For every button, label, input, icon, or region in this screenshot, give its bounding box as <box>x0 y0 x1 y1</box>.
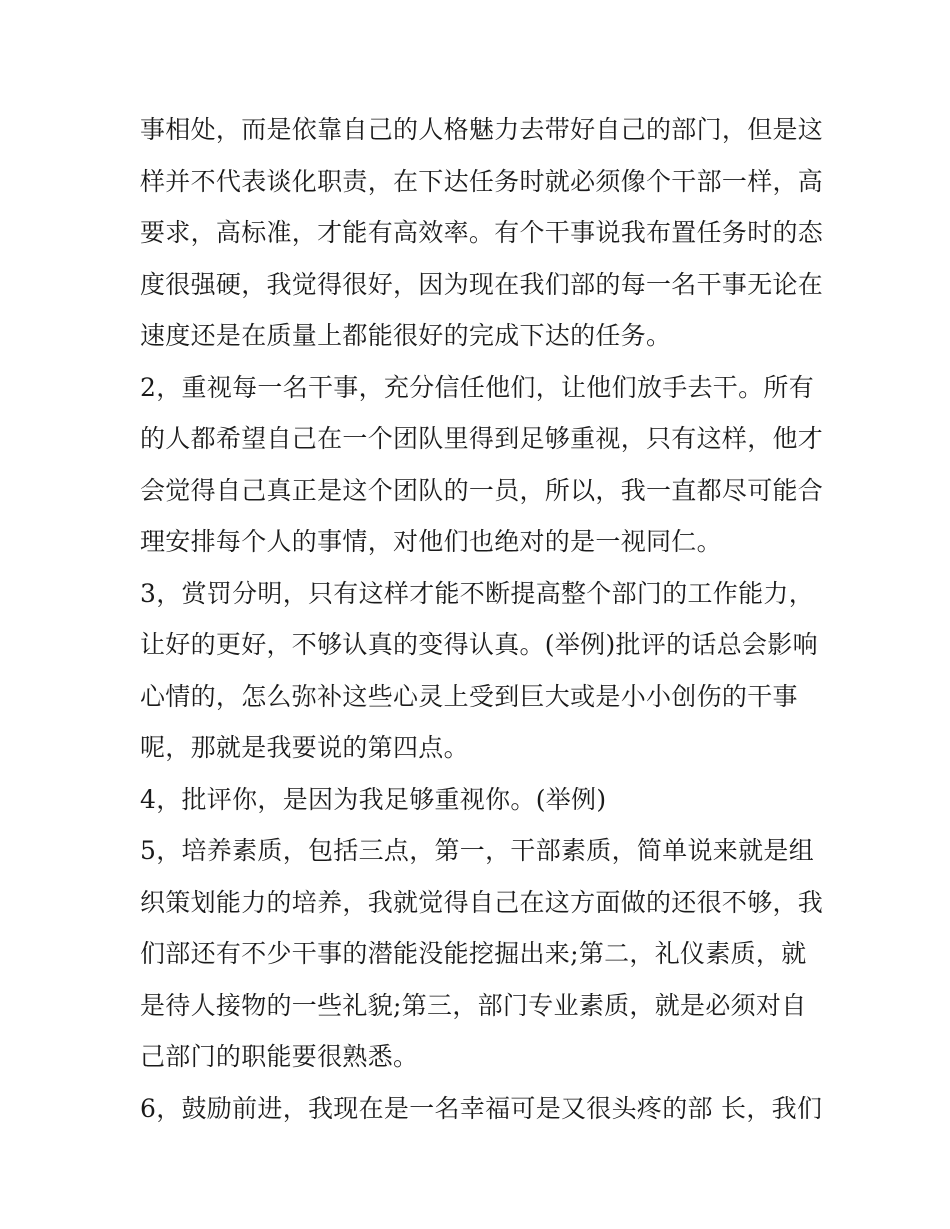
text-line: 们部还有不少干事的潜能没能挖掘出来;第二，礼仪素质，就 <box>140 939 807 968</box>
body-text <box>140 104 824 1134</box>
text-line: 织策划能力的培养，我就觉得自己在这方面做的还很不够，我 <box>140 887 824 917</box>
text-line: 事相处，而是依靠自己的人格魅力去带好自己的部门，但是这 <box>140 115 824 144</box>
text-line: 让好的更好，不够认真的变得认真。(举例)批评的话总会影响 <box>140 630 818 659</box>
text-line: 呢，那就是我要说的第四点。 <box>140 733 469 762</box>
text-line: 样并不代表谈化职责，在下达任务时就必须像个干部一样，高 <box>140 166 824 196</box>
list-item-2: 2，重视每一名干事，充分信任他们，让他们放手去干。所有 <box>140 372 815 402</box>
list-item-5: 5，培养素质，包括三点，第一，干部素质，简单说来就是组 <box>140 836 815 865</box>
list-item-6: 6，鼓励前进，我现在是一名幸福可是又很头疼的部 长，我们 <box>140 1093 823 1123</box>
list-item-3: 3，赏罚分明，只有这样才能不断提高整个部门的工作能力， <box>140 578 815 608</box>
text-line: 速度还是在质量上都能很好的完成下达的任务。 <box>140 321 672 350</box>
text-line: 度很强硬，我觉得很好，因为现在我们部的每一名干事无论在 <box>140 269 824 299</box>
text-line: 要求，高标准，才能有高效率。有个干事说我布置任务时的态 <box>140 218 824 247</box>
text-line: 是待人接物的一些礼貌;第三，部门专业素质，就是必须对自 <box>140 990 807 1020</box>
list-item-4: 4，批评你，是因为我足够重视你。(举例) <box>140 784 607 814</box>
text-line: 会觉得自己真正是这个团队的一员，所以，我一直都尽可能合 <box>140 475 824 505</box>
text-line: 的人都希望自己在一个团队里得到足够重视，只有这样，他才 <box>140 424 824 453</box>
text-line: 理安排每个人的事情，对他们也绝对的是一视同仁。 <box>140 527 722 556</box>
text-line: 心情的，怎么弥补这些心灵上受到巨大或是小小创伤的干事 <box>140 681 798 711</box>
text-line: 己部门的职能要很熟悉。 <box>140 1042 419 1071</box>
